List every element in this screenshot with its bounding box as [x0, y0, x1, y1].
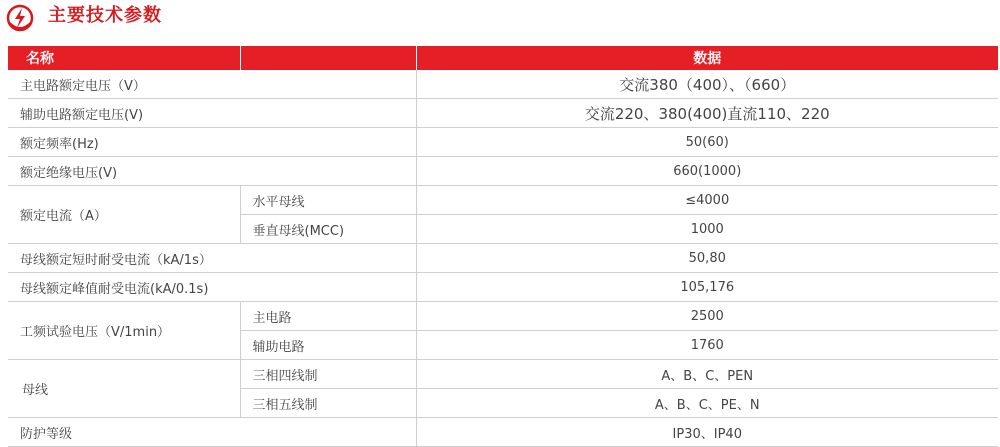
row-value: 105,176 — [416, 273, 998, 302]
table-row — [8, 186, 998, 215]
table-row — [8, 128, 998, 157]
table-row — [8, 302, 998, 331]
row-value: 660(1000) — [416, 157, 998, 186]
column-header-data: 数据 — [416, 46, 998, 70]
table-row — [8, 157, 998, 186]
row-name: 主电路额定电压（V） — [8, 70, 416, 99]
row-value: 2500 — [416, 302, 998, 331]
row-name: 辅助电路额定电压(V) — [8, 99, 416, 128]
lightning-bolt-icon — [4, 4, 36, 32]
table-row — [8, 244, 998, 273]
row-name: 防护等级 — [8, 418, 416, 447]
table-row — [8, 418, 998, 447]
row-name: 母线额定短时耐受电流（kA/1s） — [8, 244, 416, 273]
row-name: 工频试验电压（V/1min） — [8, 302, 240, 360]
row-value: A、B、C、PEN — [416, 360, 998, 389]
page-title: 主要技术参数 — [48, 5, 162, 26]
row-subname: 三相四线制 — [240, 360, 416, 389]
row-subname: 辅助电路 — [240, 331, 416, 360]
column-header-name: 名称 — [8, 46, 240, 70]
row-subname: 主电路 — [240, 302, 416, 331]
row-name: 母线额定峰值耐受电流(kA/0.1s) — [8, 273, 416, 302]
row-name: 额定电流（A） — [8, 186, 240, 244]
row-subname: 水平母线 — [240, 186, 416, 215]
row-name: 额定绝缘电压(V) — [8, 157, 416, 186]
row-value: ≤4000 — [416, 186, 998, 215]
row-value: A、B、C、PE、N — [416, 389, 998, 418]
spec-table — [8, 46, 998, 447]
row-value: 交流220、380(400)直流110、220 — [416, 99, 998, 128]
row-name: 额定频率(Hz) — [8, 128, 416, 157]
table-row — [8, 273, 998, 302]
table-row — [8, 360, 998, 389]
table-row — [8, 99, 998, 128]
row-value: 交流380（400）、（660） — [416, 70, 998, 99]
column-header-spacer — [240, 46, 416, 70]
row-value: 50,80 — [416, 244, 998, 273]
table-header-row — [8, 46, 998, 70]
row-subname: 垂直母线(MCC) — [240, 215, 416, 244]
table-row — [8, 70, 998, 99]
row-value: IP30、IP40 — [416, 418, 998, 447]
row-value: 1760 — [416, 331, 998, 360]
row-value: 1000 — [416, 215, 998, 244]
row-name: 母线 — [8, 360, 240, 418]
row-value: 50(60) — [416, 128, 998, 157]
section-header — [0, 0, 1000, 36]
row-subname: 三相五线制 — [240, 389, 416, 418]
